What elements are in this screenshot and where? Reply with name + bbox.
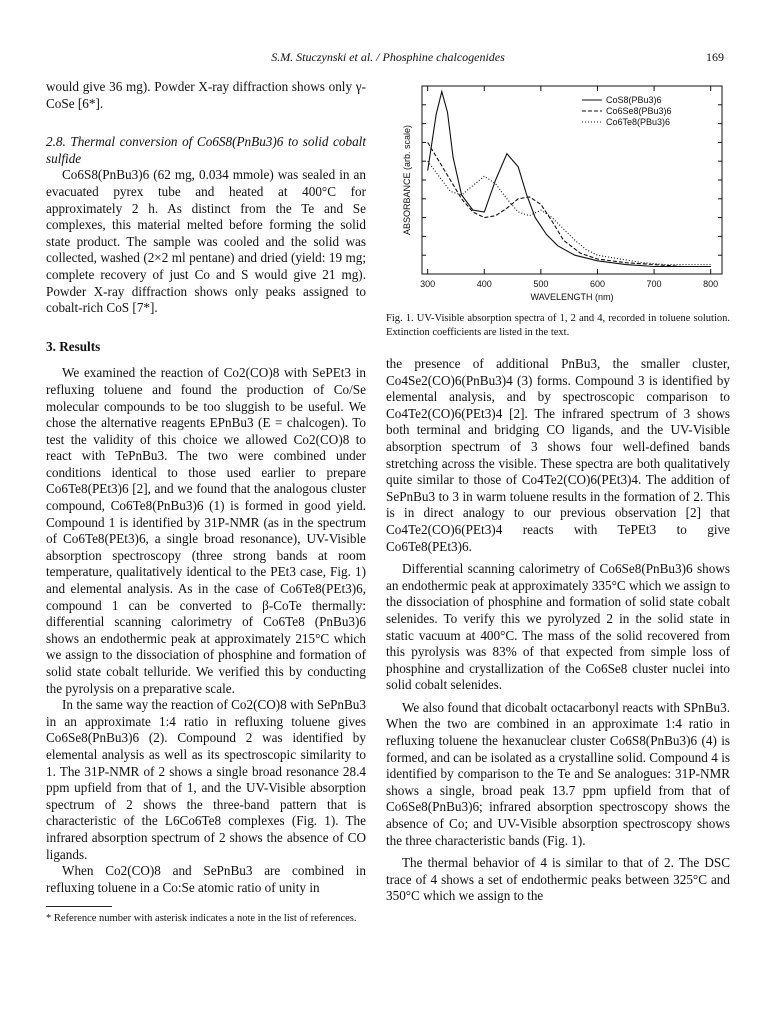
x-tick-label: 500 [533, 279, 549, 289]
section-title-results: 3. Results [46, 338, 101, 354]
series-line-3 [428, 161, 711, 264]
x-tick-label: 800 [703, 279, 719, 289]
legend-label-2: Co6Se8(PBu3)6 [606, 106, 672, 116]
spectra-chart [386, 78, 730, 308]
paragraph-right-4: The thermal behavior of 4 is similar to that of 2. The DSC trace of 4 shows a set of endothermic peaks between 325°C and 350°C which we assign to the [386, 855, 730, 904]
x-tick-label: 700 [646, 279, 662, 289]
figure-caption: Fig. 1. UV-Visible absorption spectra of 1, 2 and 4, recorded in toluene solution. Extinction coefficients are listed in the text. [386, 313, 730, 338]
left-column [46, 79, 366, 896]
plot-frame [422, 86, 722, 274]
x-tick-label: 400 [476, 279, 492, 289]
legend-label-3: Co6Te8(PBu3)6 [606, 117, 671, 127]
paragraph-right-1: the presence of additional PnBu3, the smaller cluster, Co4Se2(CO)6(PnBu3)4 (3) forms. Compound 3 is identified by elemental analysis, and by spectroscopic comparison to Co4Te2(CO)6(PEt3)4 [2]. The infrared spectrum of 3 shows both terminal and bridging CO ligands, and the UV-Visible absorption spectrum of 3 shows four well-defined bands stretching across the visible. These spectra are both qualitatively quite similar to those of Co4Te2(CO)6(PEt3)4. The addition of SePnBu3 to 3 in warm toluene results in the formation of 2. This is in direct analogy to our previous observation [2] that Co4Te2(CO)6(PEt3)4 reacts with TePEt3 to give Co6Te8(PEt3)6. [386, 356, 730, 554]
paragraph-right-2: Differential scanning calorimetry of Co6Se8(PnBu3)6 shows an endothermic peak at approximately 335°C which we assign to the dissociation of phosphine and formation of solid state cobalt selenides. To verify this we pyrolyzed 2 in the solid state in static vacuum at 400°C. The mass of the solid recovered from this pyrolysis was 83% of that expected from simple loss of phosphine and crystallization of the Co6Se8 cluster nuclei into solid cobalt selenides. [386, 561, 730, 693]
paragraph-continued: would give 36 mg). Powder X-ray diffraction shows only γ-CoSe [6*]. [46, 79, 366, 111]
paragraph-right-3: We also found that dicobalt octacarbonyl reacts with SPnBu3. When the two are combined in an approximate 1:4 ratio in refluxing toluene the hexanuclear cluster Co6S8(PnBu3)6 (4) is formed, and can be isolated as a crystalline solid. Compound 4 is identified by comparison to the Te and Se analogues: 31P-NMR shows a single, broad peak 13.7 ppm upfield from that of Co6Se8(PnBu3)6; infrared absorption spectroscopy shows the absence of Co; and UV-Visible absorption spectroscopy shows the three characteristic bands (Fig. 1). [386, 699, 730, 848]
figure-1 [386, 78, 730, 308]
x-tick-label: 300 [420, 279, 436, 289]
footnote: * Reference number with asterisk indicates a note in the list of references. [46, 913, 357, 924]
page-number: 169 [706, 50, 724, 64]
right-column [386, 356, 730, 905]
paragraph-results-2: In the same way the reaction of Co2(CO)8 with SePnBu3 in an approximate 1:4 ratio in refluxing toluene gives Co6Se8(PnBu3)6 (2). Compound 2 was identified by elemental analysis as well as its spectroscopic similarity to 1. The 31P-NMR of 2 shows a single broad resonance 28.4 ppm upfield from that of 1, and the UV-Visible absorption spectrum of 2 shows the three-band pattern that is characteristic of the L6Co6Te8 complexes (Fig. 1). The infrared absorption spectrum of 2 shows the absence of CO ligands. [46, 697, 366, 862]
footnote-divider [46, 906, 112, 907]
paragraph-results-3: When Co2(CO)8 and SePnBu3 are combined in refluxing toluene in a Co:Se atomic ratio of unity in [46, 863, 366, 895]
paragraph-2-8: Co6S8(PnBu3)6 (62 mg, 0.034 mmole) was sealed in an evacuated pyrex tube and heated at 400°C for approximately 2 h. As distinct from the Te and Se complexes, this material melted before forming the solid state product. The sample was cooled and the solid was collected, washed (2×2 ml pentane) and dried (yield: 19 mg; complete recovery of just Co and S would give 21 mg). Powder X-ray diffraction shows only peaks assigned to cobalt-rich CoS [7*]. [46, 167, 366, 316]
subsection-heading: 2.8. Thermal conversion of Co6S8(PnBu3)6 to solid cobalt sulfide [46, 134, 366, 166]
series-line-2 [428, 142, 711, 266]
running-head: S.M. Stuczynski et al. / Phosphine chalcogenides [271, 50, 505, 64]
y-axis-label: ABSORBANCE (arb. scale) [402, 124, 412, 236]
x-axis-label: WAVELENGTH (nm) [530, 292, 614, 302]
paragraph-results-1: We examined the reaction of Co2(CO)8 with SePEt3 in refluxing toluene and found the production of Co/Se molecular compounds to be too sluggish to be useful. We chose the alternative reagents EPnBu3 (E = chalcogen). To test the validity of this choice we allowed Co2(CO)8 to react with TePnBu3. The two were combined under conditions identical to those used earlier to prepare Co6Te8(PEt3)6 [2], and we found that the analogous cluster compound, Co6Te8(PnBu3)6 (1) is formed in good yield. Compound 1 is identified by 31P-NMR (as in the spectrum of Co6Te8(PEt3)6, a single broad resonance), UV-Visible absorption spectroscopy (three strong bands at room temperature, qualitatively identical to the PEt3 case, Fig. 1) and elemental analysis. As in the case of Co6Te8(PEt3)6, compound 1 can be converted to β-CoTe thermally: differential scanning calorimetry of Co6Te8 (PnBu3)6 shows an endothermic peak at approximately 215°C which we assign to the dissociation of phosphine and formation of solid state cobalt telluride. We verified this by conducting the pyrolysis on a preparative scale. [46, 365, 366, 696]
legend-label-1: CoS8(PBu3)6 [606, 95, 662, 105]
x-tick-label: 600 [589, 279, 605, 289]
